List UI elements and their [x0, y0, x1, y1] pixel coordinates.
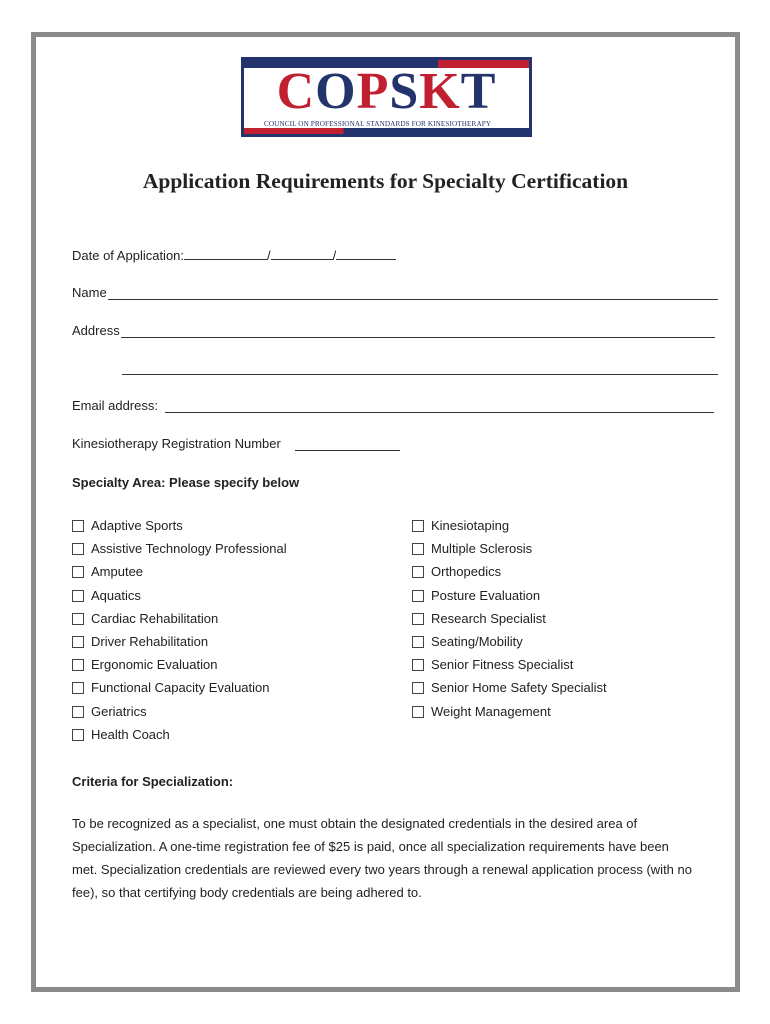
specialty-option-label: Senior Fitness Specialist [431, 657, 574, 673]
registration-field[interactable] [295, 450, 400, 451]
specialty-option[interactable] [72, 540, 287, 563]
checkbox[interactable] [412, 543, 424, 555]
specialty-option-label: Driver Rehabilitation [91, 633, 209, 649]
specialty-list-left [72, 517, 287, 749]
email-field[interactable] [165, 412, 714, 413]
specialty-option[interactable] [72, 517, 287, 540]
specialty-option-label: Seating/Mobility [431, 633, 523, 649]
copskt-logo [241, 57, 532, 137]
specialty-option-label: Ergonomic Evaluation [91, 657, 218, 673]
specialty-option[interactable] [72, 703, 287, 726]
date-day-field[interactable] [271, 247, 333, 260]
date-row [72, 247, 396, 263]
address-field-line1[interactable] [121, 337, 715, 338]
name-label: Name [72, 285, 107, 300]
specialty-option-label: Geriatrics [91, 703, 147, 719]
specialty-option-label: Assistive Technology Professional [91, 541, 287, 557]
checkbox[interactable] [72, 706, 84, 718]
specialty-option[interactable] [412, 656, 607, 679]
specialty-option[interactable] [72, 679, 287, 702]
logo-letter: S [389, 63, 420, 120]
checkbox[interactable] [412, 566, 424, 578]
criteria-heading: Criteria for Specialization: [72, 774, 234, 789]
checkbox[interactable] [412, 636, 424, 648]
specialty-option[interactable] [72, 563, 287, 586]
document-frame [31, 32, 740, 992]
specialty-option-label: Orthopedics [431, 564, 502, 580]
date-month-field[interactable] [184, 247, 267, 260]
specialty-option[interactable] [72, 656, 287, 679]
date-label: Date of Application: [72, 248, 185, 263]
date-separator: / [267, 248, 271, 263]
checkbox[interactable] [72, 636, 84, 648]
criteria-body: To be recognized as a specialist, one must obtain the designated credentials in the desired area of Specialization. A one-time registration fee of $25 is paid, once all specialization requirements have been met. Specialization credentials are reviewed every two years through a renewal application process (with no fee), so that certifying body credentials are being adhered to. [72, 816, 692, 900]
checkbox[interactable] [72, 590, 84, 602]
checkbox[interactable] [72, 729, 84, 741]
specialty-option-label: Senior Home Safety Specialist [431, 680, 607, 696]
specialty-option[interactable] [412, 563, 607, 586]
specialty-option[interactable] [412, 540, 607, 563]
logo-letter: T [460, 63, 497, 120]
specialty-option-label: Kinesiotaping [431, 518, 510, 533]
checkbox[interactable] [72, 682, 84, 694]
specialty-option-label: Weight Management [431, 703, 551, 719]
specialty-option[interactable] [72, 610, 287, 633]
checkbox[interactable] [72, 520, 84, 532]
checkbox[interactable] [412, 613, 424, 625]
checkbox[interactable] [412, 659, 424, 671]
logo-wordmark [244, 64, 529, 120]
checkbox[interactable] [72, 613, 84, 625]
checkbox[interactable] [72, 566, 84, 578]
date-year-field[interactable] [336, 247, 396, 260]
name-field[interactable] [108, 299, 718, 300]
specialty-option[interactable] [72, 633, 287, 656]
checkbox[interactable] [412, 682, 424, 694]
logo-letter: P [356, 63, 390, 120]
specialty-option-label: Aquatics [91, 587, 141, 603]
checkbox[interactable] [412, 590, 424, 602]
logo-letter: C [276, 63, 316, 120]
specialty-option-label: Research Specialist [431, 610, 546, 626]
specialty-option[interactable] [412, 703, 607, 726]
specialty-list-right [412, 517, 607, 726]
specialty-option[interactable] [72, 587, 287, 610]
checkbox[interactable] [72, 659, 84, 671]
specialty-option-label: Amputee [91, 564, 144, 580]
specialty-option[interactable] [412, 610, 607, 633]
specialty-option[interactable] [412, 587, 607, 610]
checkbox[interactable] [412, 520, 424, 532]
address-field-line2[interactable] [122, 374, 718, 375]
checkbox[interactable] [72, 543, 84, 555]
specialty-option[interactable] [412, 517, 607, 540]
email-label: Email address: [72, 398, 158, 413]
specialty-heading: Specialty Area: Please specify below [72, 475, 300, 490]
checkbox[interactable] [412, 706, 424, 718]
specialty-option[interactable] [412, 679, 607, 702]
specialty-option[interactable] [412, 633, 607, 656]
specialty-option-label: Adaptive Sports [91, 518, 183, 533]
specialty-option[interactable] [72, 726, 287, 749]
logo-letter: K [419, 63, 461, 120]
specialty-option-label: Posture Evaluation [431, 587, 541, 603]
registration-label: Kinesiotherapy Registration Number [72, 436, 281, 451]
date-separator: / [332, 248, 337, 263]
specialty-option-label: Cardiac Rehabilitation [91, 610, 219, 626]
specialty-option-label: Functional Capacity Evaluation [91, 680, 270, 696]
logo-letter: O [315, 63, 357, 120]
specialty-option-label: Health Coach [91, 726, 170, 742]
logo-tagline: COUNCIL ON PROFESSIONAL STANDARDS FOR KINESIOTHERAPY [264, 120, 492, 128]
page-title: Application Requirements for Specialty Certification [142, 169, 629, 193]
logo-bottom-bar [244, 128, 529, 134]
specialty-option-label: Multiple Sclerosis [431, 541, 533, 557]
address-label: Address [72, 323, 120, 338]
